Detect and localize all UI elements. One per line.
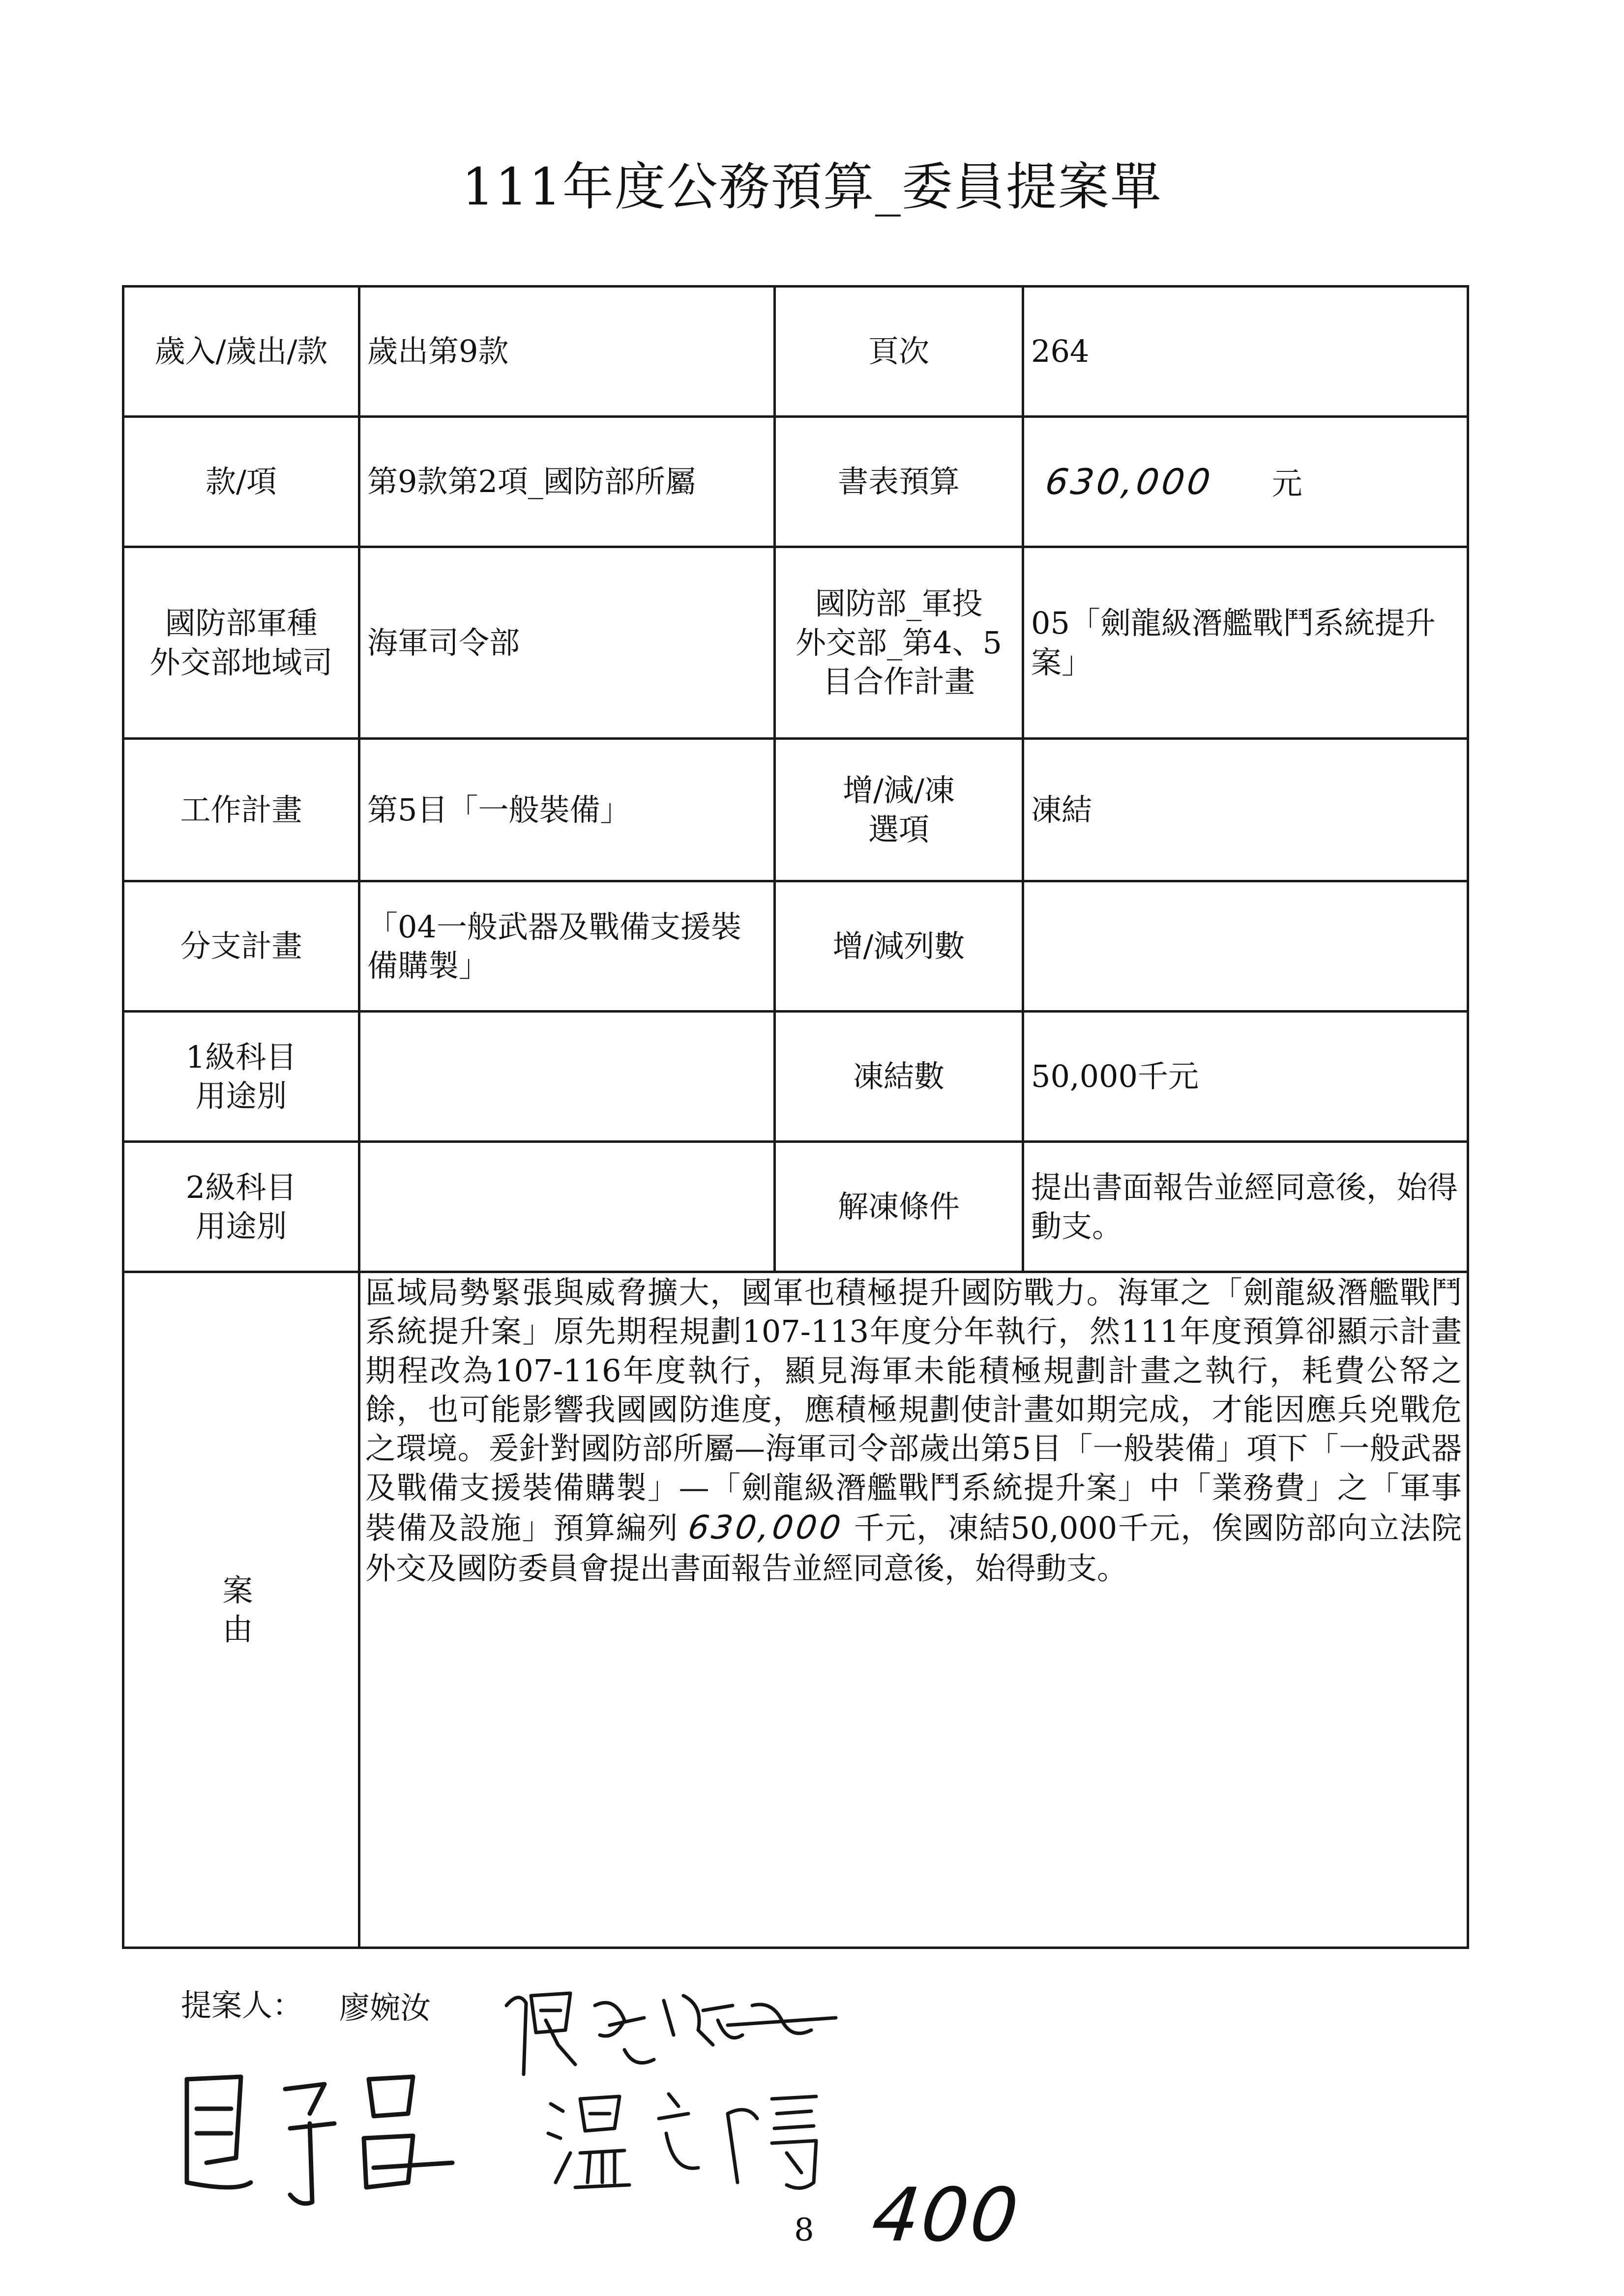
handwritten-total: 400 — [868, 2173, 1024, 2258]
label-frozen-amount: 凍結數 — [775, 1012, 1023, 1142]
label-income-expense-account: 歲入/歲出/款 — [123, 287, 359, 417]
handwritten-budget-amount: 630,000 — [1043, 461, 1216, 502]
row-account — [123, 287, 1468, 417]
value-branch-plan: 「04一般武器及戰備支援裝備購製」 — [359, 881, 775, 1012]
reason-text — [359, 1272, 1468, 1948]
reason-text-after: 千元，凍結50,000千元，俟國防部向立法院外交及國防委員會提出書面報告並經同意後，始得動支。 — [365, 1510, 1462, 1586]
value-work-plan: 第5目「一般裝備」 — [359, 739, 775, 881]
label-adjust-option-text: 增/減/凍 選項 — [843, 772, 955, 847]
value-page-ref: 264 — [1023, 287, 1468, 417]
value-adjust-amount — [1023, 881, 1468, 1012]
proposer-name: 廖婉汝 — [339, 1990, 431, 2026]
value-budget-amount — [1023, 417, 1468, 547]
value-level2-subject — [359, 1142, 775, 1272]
value-cooperation-plan: 05「劍龍級潛艦戰鬥系統提升案」 — [1023, 547, 1468, 739]
label-military-branch — [123, 547, 359, 739]
handwritten-reason-amount: 630,000 — [685, 1509, 846, 1547]
signature-wen — [541, 2084, 875, 2197]
row-level2-subject — [123, 1142, 1468, 1272]
label-level1-subject-text: 1級科目 用途別 — [185, 1039, 297, 1114]
budget-unit: 元 — [1271, 465, 1302, 501]
row-department — [123, 547, 1468, 739]
label-page-ref: 頁次 — [775, 287, 1023, 417]
value-military-branch: 海軍司令部 — [359, 547, 775, 739]
label-account-item: 款/項 — [123, 417, 359, 547]
label-budget-amount: 書表預算 — [775, 417, 1023, 547]
row-item — [123, 417, 1468, 547]
value-adjust-option: 凍結 — [1023, 739, 1468, 881]
value-unfreeze-condition: 提出書面報告並經同意後，始得動支。 — [1023, 1142, 1468, 1272]
label-level2-subject — [123, 1142, 359, 1272]
label-cooperation-plan — [775, 547, 1023, 739]
label-unfreeze-condition: 解凍條件 — [775, 1142, 1023, 1272]
value-income-expense-account: 歲出第9款 — [359, 287, 775, 417]
label-adjust-amount: 增/減列數 — [775, 881, 1023, 1012]
proposer-label: 提案人： — [181, 1987, 303, 2023]
proposal-form-table — [122, 285, 1469, 1949]
row-reason — [123, 1272, 1468, 1948]
value-account-item: 第9款第2項_國防部所屬 — [359, 417, 775, 547]
label-reason: 案由 — [123, 1272, 359, 1948]
label-work-plan: 工作計畫 — [123, 739, 359, 881]
label-level2-subject-text: 2級科目 用途別 — [185, 1169, 297, 1244]
page-number: 8 — [794, 2212, 814, 2248]
label-level1-subject — [123, 1012, 359, 1142]
value-frozen-amount: 50,000千元 — [1023, 1012, 1468, 1142]
label-branch-plan: 分支計畫 — [123, 881, 359, 1012]
signature-ma — [177, 2069, 492, 2217]
row-level1-subject — [123, 1012, 1468, 1142]
label-military-branch-text: 國防部軍種 外交部地域司 — [149, 605, 333, 680]
row-branch-plan — [123, 881, 1468, 1012]
page-title: 111年度公務預算_委員提案單 — [462, 157, 1162, 217]
signature-primary — [497, 1976, 841, 2089]
reason-text-before: 區域局勢緊張與威脅擴大，國軍也積極提升國防戰力。海軍之「劍龍級潛艦戰鬥系統提升案」原先期程規劃107-113年度分年執行，然111年度預算卻顯示計畫期程改為107-116年度執行，顯見海軍未能積極規劃計畫之執行，耗費公帑之餘，也可能影響我國國防進度，應積極規劃使計畫如期完成，才能因應兵兇戰危之環境。爰針對國防部所屬—海軍司令部歲出第5目「一般裝備」項下「一般武器及戰備支援裝備購製」—「劍龍級潛艦戰鬥系統提升案」中「業務費」之「軍事裝備及設施」預算編列 — [365, 1275, 1462, 1546]
label-adjust-option — [775, 739, 1023, 881]
label-cooperation-plan-text: 國防部_軍投 外交部_第4、5 目合作計畫 — [796, 585, 1002, 700]
row-work-plan — [123, 739, 1468, 881]
value-level1-subject — [359, 1012, 775, 1142]
